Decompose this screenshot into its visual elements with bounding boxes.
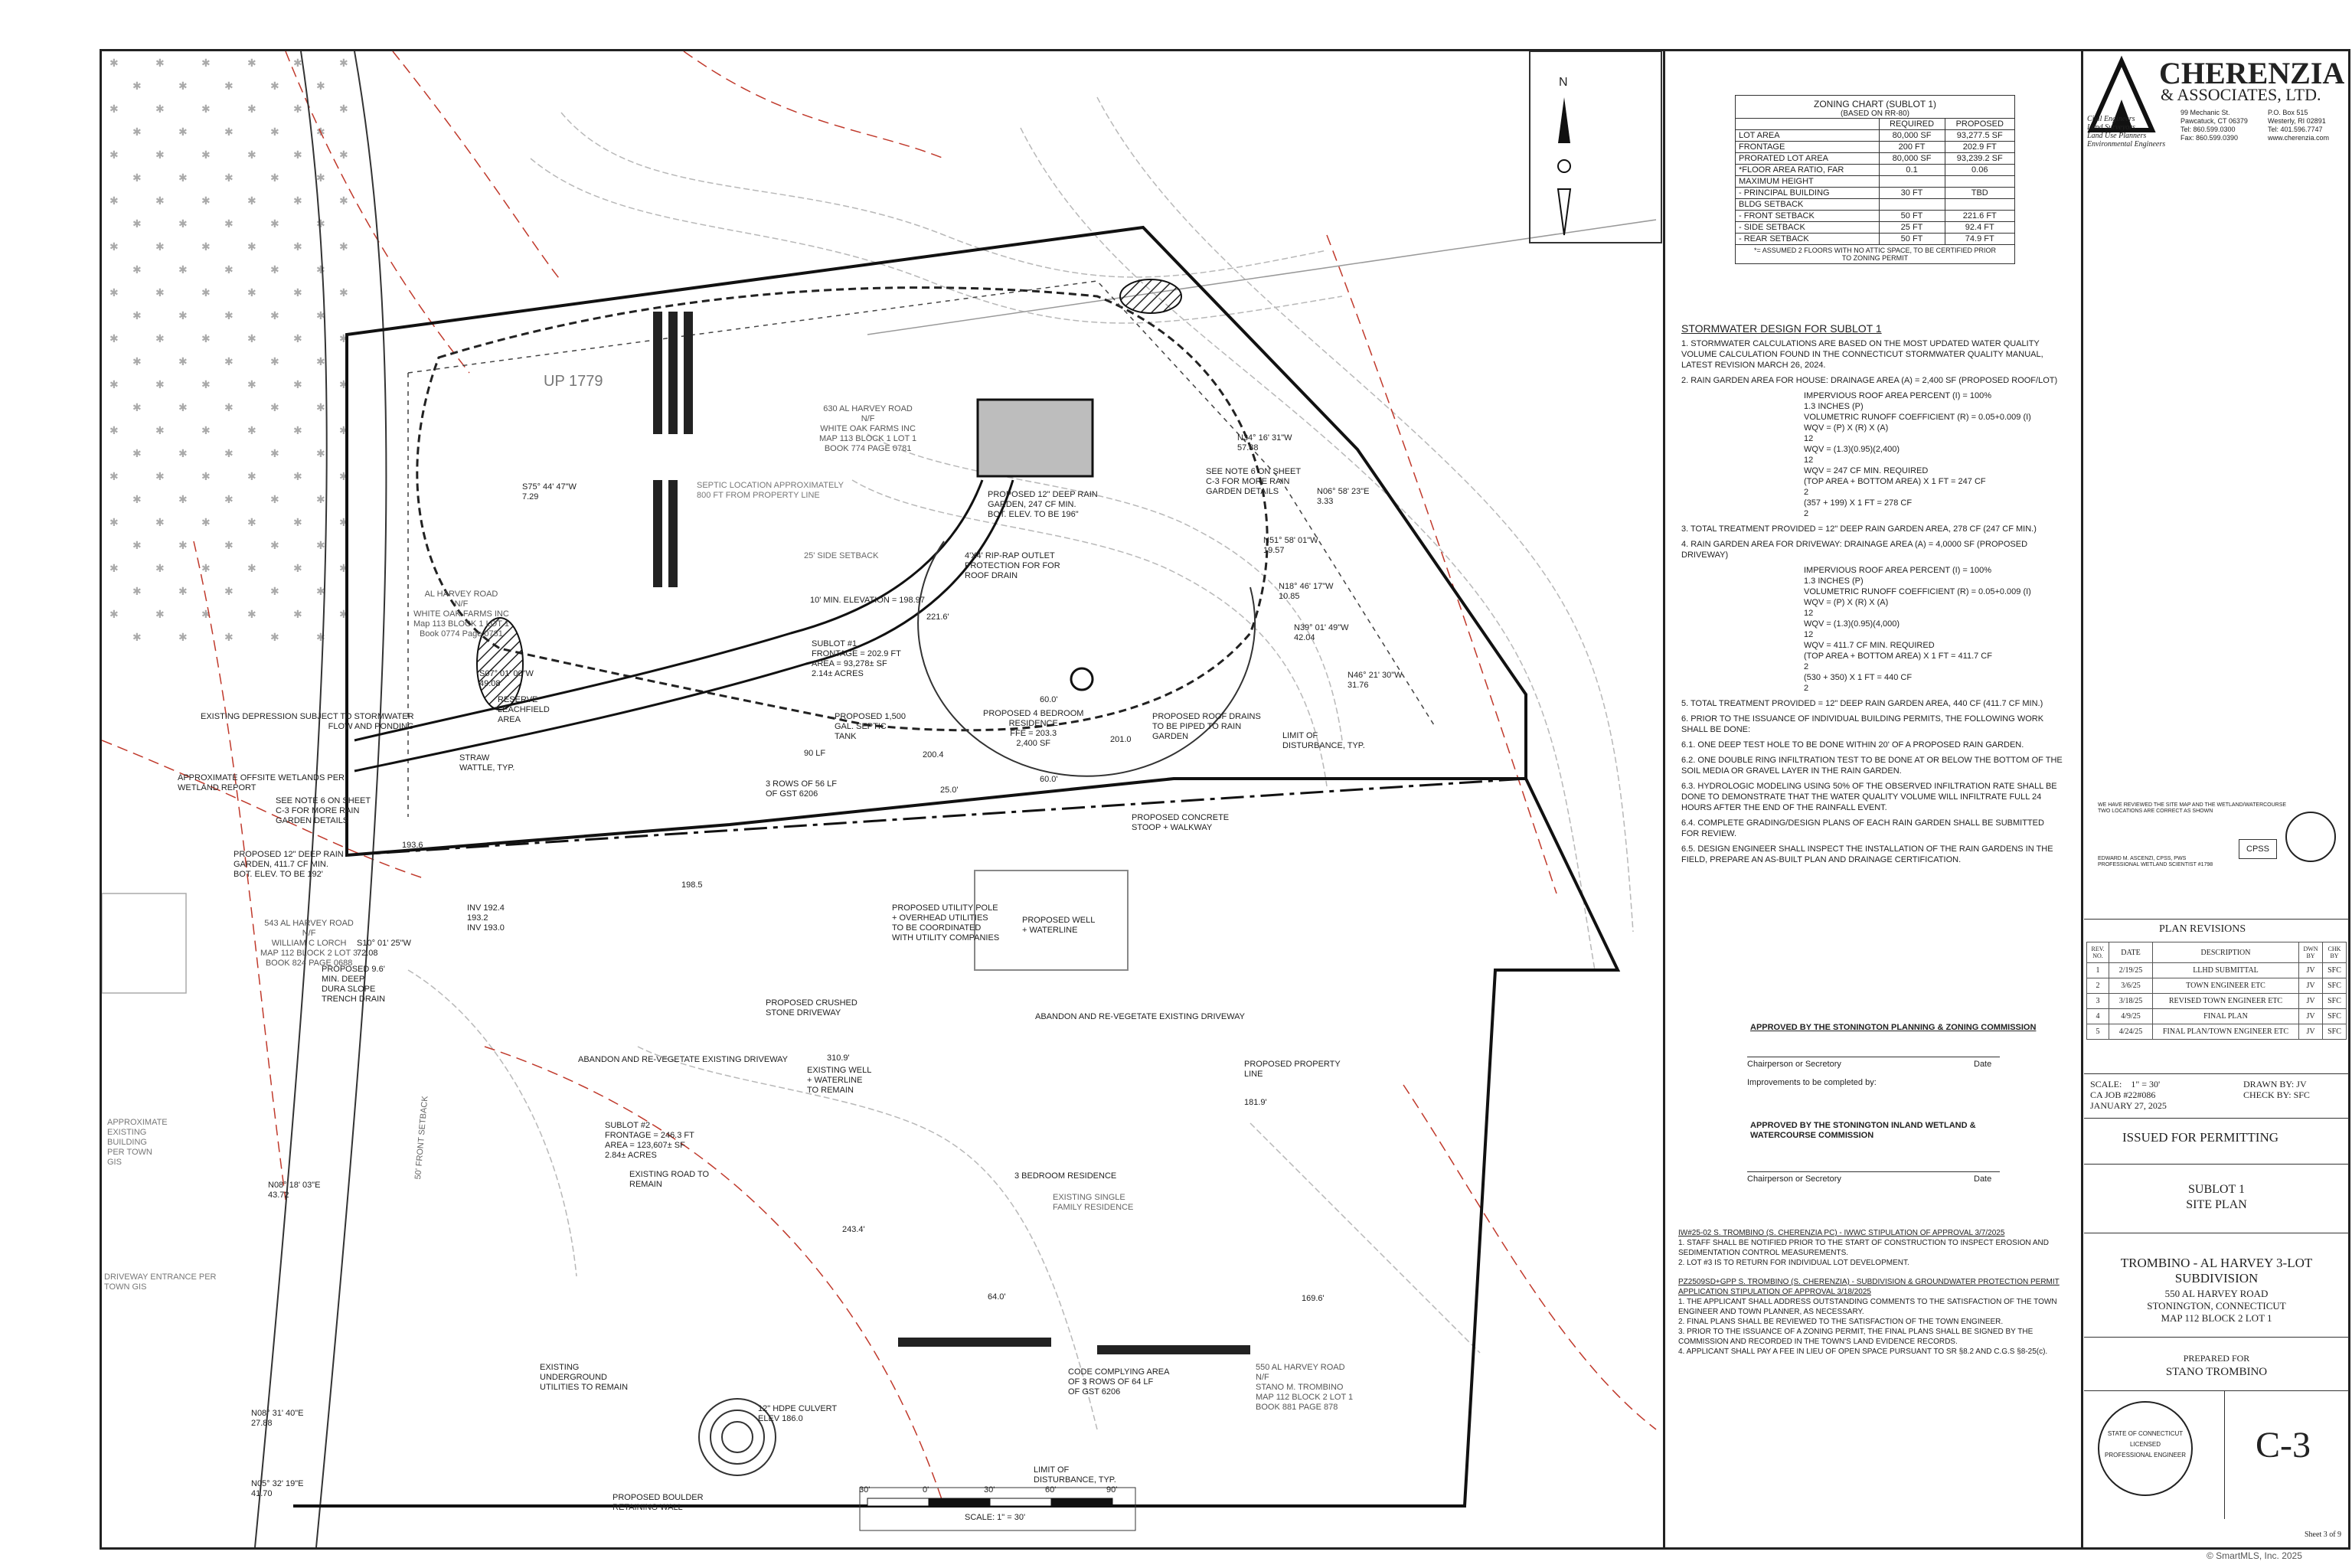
zoning-table — [1735, 118, 2015, 245]
dim-label: 169.6' — [1302, 1294, 1325, 1303]
copyright: © SmartMLS, Inc. 2025 — [2207, 1550, 2302, 1561]
offsite-wetlands-label: APPROXIMATE OFFSITE WETLANDS PER WETLAND REPORT — [178, 773, 345, 792]
lot-630-label: 630 AL HARVEY ROAD N/F WHITE OAK FARMS INC MAP 113 BLOCK 1 LOT 1 BOOK 774 PAGE 0781 — [819, 404, 917, 453]
zoning-cell: 92.4 FT — [1945, 222, 2014, 234]
dim-label: 243.4' — [842, 1225, 865, 1234]
revision-rows — [2087, 963, 2347, 1040]
elev-label: 193.6 — [402, 841, 423, 850]
up-label: UP 1779 — [544, 373, 603, 390]
revision-cell: JV — [2299, 963, 2323, 978]
scale-tick: 30' — [859, 1485, 871, 1494]
straw-wattle-label: STRAW WATTLE, TYP. — [459, 753, 515, 773]
dim-64-label: 64.0' — [988, 1292, 1006, 1302]
signature-line — [1747, 1171, 2000, 1172]
status-divider — [2084, 1118, 2349, 1119]
revision-cell: 3/18/25 — [2109, 994, 2153, 1009]
lot-550-label: 550 AL HARVEY ROAD N/F STANO M. TROMBINO MAP 112 BLOCK 2 LOT 1 BOOK 881 PAGE 878 — [1256, 1363, 1354, 1412]
zoning-cell: - PRINCIPAL BUILDING — [1736, 188, 1880, 199]
revision-cell: TOWN ENGINEER ETC — [2153, 978, 2299, 994]
zoning-header — [1736, 119, 1880, 130]
stormwater-note: IMPERVIOUS ROOF AREA PERCENT (I) = 100% 1.3 INCHES (P) VOLUMETRIC RUNOFF COEFFICIENT (R) = 0.05+0.009 (I) WQV = (P) X (R) X (A) 12 WQV = (1.3)(0.95)(4,000) 12 WQV = 411.7 CF MIN. REQUIRED (TOP AREA + BOTTOM AREA) X 1 FT = 411.7 CF 2 (530 + 350) X 1 FT = 440 CF 2 — [1804, 566, 2031, 693]
revision-cell: JV — [2299, 978, 2323, 994]
revision-cell: 2 — [2087, 978, 2109, 994]
existing-building-label: APPROXIMATE EXISTING BUILDING PER TOWN GIS — [107, 1118, 168, 1167]
stormwater-note: 6.2. ONE DOUBLE RING INFILTRATION TEST TO BE DONE AT OR BELOW THE BOTTOM OF THE SOIL MEDIA OR GRAVEL LAYER IN THE RAIN GARDEN. — [1681, 756, 2065, 776]
zoning-cell: - FRONT SETBACK — [1736, 211, 1880, 222]
firm-name: CHERENZIA — [2159, 56, 2345, 90]
zoning-cell: 80,000 SF — [1879, 153, 1945, 165]
existing-single-label: EXISTING SINGLE FAMILY RESIDENCE — [1053, 1193, 1134, 1212]
revision-cell: 2/19/25 — [2109, 963, 2153, 978]
proposed-property-line — [347, 779, 1526, 855]
wetland-seal — [2285, 812, 2336, 862]
culvert-label: 12" HDPE CULVERT ELEV 186.0 — [758, 1404, 838, 1423]
revisions-table — [2086, 942, 2347, 1040]
project-address: 550 AL HARVEY ROAD STONINGTON, CONNECTICUT MAP 112 BLOCK 2 LOT 1 — [2147, 1288, 2286, 1324]
see-note-top-label: SEE NOTE 6 ON SHEET C-3 FOR MORE RAIN GARDEN DETAILS — [1206, 467, 1302, 496]
revision-cell: 4/24/25 — [2109, 1024, 2153, 1040]
zoning-cell: 93,277.5 SF — [1945, 130, 2014, 142]
pe-seal — [2098, 1401, 2193, 1496]
sublot1-boundary — [347, 227, 1526, 855]
stormwater-note: 2. RAIN GARDEN AREA FOR HOUSE: DRAINAGE AREA (A) = 2,400 SF (PROPOSED ROOF/LOT) — [1681, 376, 2058, 385]
zoning-cell: 0.06 — [1945, 165, 2014, 176]
scale-bar — [860, 1488, 1135, 1530]
stoop-label: PROPOSED CONCRETE STOOP + WALKWAY — [1132, 813, 1230, 832]
boulder-wall-label: PROPOSED BOULDER RETAINING WALL — [612, 1493, 704, 1512]
rev-header: DWN BY — [2299, 942, 2323, 963]
proposed-residence — [978, 400, 1093, 476]
cpss-label: CPSS — [2246, 844, 2269, 854]
dim-label: 181.9' — [1244, 1098, 1267, 1107]
limit-disturbance-label-2: LIMIT OF DISTURBANCE, TYP. — [1034, 1465, 1116, 1485]
rain-garden-top-label: PROPOSED 12" DEEP RAIN GARDEN, 247 CF MIN. BOT. ELEV. TO BE 196" — [988, 490, 1098, 519]
stipulation-item: 2. FINAL PLANS SHALL BE REVIEWED TO THE SATISFACTION OF THE TOWN ENGINEER. — [1678, 1318, 2004, 1326]
pe-seal-text: STATE OF CONNECTICUT LICENSED PROFESSIONAL ENGINEER — [2105, 1430, 2186, 1459]
rows-56-label: 3 ROWS OF 56 LF OF GST 6206 — [766, 779, 837, 799]
crushed-stone-label: PROPOSED CRUSHED STONE DRIVEWAY — [766, 998, 858, 1018]
reserve-leachfield-label: RESERVE LEACHFIELD AREA — [498, 695, 550, 724]
plan-revisions-title: PLAN REVISIONS — [2159, 923, 2246, 935]
zoning-cell: FRONTAGE — [1736, 142, 1880, 153]
revision-cell: 5 — [2087, 1024, 2109, 1040]
rev-header: DATE — [2109, 942, 2153, 963]
zoning-cell: 50 FT — [1879, 211, 1945, 222]
date-2: Date — [1974, 1174, 1992, 1184]
scientist: EDWARD M. ASCENZI, CPSS, PWS PROFESSIONAL WETLAND SCIENTIST #1798 — [2098, 856, 2213, 867]
sheet-scale: SCALE: 1" = 30' — [2090, 1079, 2161, 1089]
elev-label: 200.4 — [923, 750, 944, 760]
dim-label: 221.6' — [926, 612, 949, 622]
existing-well-label: EXISTING WELL + WATERLINE TO REMAIN — [807, 1066, 872, 1095]
three-bedroom-label: 3 BEDROOM RESIDENCE — [1014, 1171, 1117, 1181]
revision-cell: 3 — [2087, 994, 2109, 1009]
rev-header: DESCRIPTION — [2153, 942, 2299, 963]
stormwater-note: 4. RAIN GARDEN AREA FOR DRIVEWAY: DRAINAGE AREA (A) = 4,0000 SF (PROPOSED DRIVEWAY) — [1681, 540, 2030, 560]
driveway-entrance-label: DRIVEWAY ENTRANCE PER TOWN GIS — [104, 1272, 217, 1292]
sheet-number-divider — [2224, 1390, 2225, 1519]
zoning-cell: 80,000 SF — [1879, 130, 1945, 142]
revision-cell: 4/9/25 — [2109, 1009, 2153, 1024]
revision-cell: JV — [2299, 1024, 2323, 1040]
cpss-badge — [2239, 839, 2277, 859]
sheet-count: Sheet 3 of 9 — [2305, 1530, 2342, 1539]
zoning-row — [1736, 188, 2015, 199]
zoning-cell — [1945, 199, 2014, 211]
stipulation-item: 2. LOT #3 IS TO RETURN FOR INDIVIDUAL LOT DEVELOPMENT. — [1678, 1259, 1909, 1267]
scale-tick: 0' — [923, 1485, 929, 1494]
bearing-label: N39° 01' 49"W 42.04 — [1294, 623, 1349, 642]
zoning-footnote: *= ASSUMED 2 FLOORS WITH NO ATTIC SPACE, TO BE CERTIFIED PRIOR TO ZONING PERMIT — [1735, 245, 2015, 264]
zoning-cell: PRORATED LOT AREA — [1736, 153, 1880, 165]
bearing-label: N05° 32' 19"E 41.70 — [251, 1479, 304, 1498]
north-label: N — [1559, 76, 1568, 89]
wetland-area — [102, 51, 362, 648]
date-1: Date — [1974, 1060, 1992, 1069]
revision-cell: SFC — [2323, 1024, 2347, 1040]
sheet-title: SUBLOT 1 SITE PLAN — [2186, 1183, 2247, 1211]
zoning-cell: 93,239.2 SF — [1945, 153, 2014, 165]
see-note-left-label: SEE NOTE 6 ON SHEET C-3 FOR MORE RAIN GARDEN DETAILS — [276, 796, 371, 825]
bearing-label: N08° 18' 03"E 43.72 — [268, 1181, 321, 1200]
prepared-for: STANO TROMBINO — [2165, 1366, 2268, 1378]
zoning-cell: 200 FT — [1879, 142, 1945, 153]
revision-row — [2087, 1024, 2347, 1040]
code-complying-label: CODE COMPLYING AREA OF 3 ROWS OF 64 LF OF GST 6206 — [1068, 1367, 1170, 1396]
zoning-row — [1736, 211, 2015, 222]
revision-cell: SFC — [2323, 994, 2347, 1009]
bearing-label: N06° 58' 23"E 3.33 — [1317, 487, 1370, 506]
limit-disturbance-label: LIMIT OF DISTURBANCE, TYP. — [1282, 731, 1365, 750]
revisions-divider — [2084, 919, 2349, 920]
zoning-chart-subtitle: (BASED ON RR-80) — [1735, 109, 2015, 118]
zoning-cell: MAXIMUM HEIGHT — [1736, 176, 1880, 188]
overhead-line — [867, 220, 1656, 335]
septic-location-label: SEPTIC LOCATION APPROXIMATELY 800 FT FROM PROPERTY LINE — [697, 481, 844, 500]
zoning-chart — [1735, 95, 2015, 264]
stormwater-note: 6.3. HYDROLOGIC MODELING USING 50% OF THE OBSERVED INFILTRATION RATE SHALL BE DONE TO DEMONSTRATE THAT THE WATER QUALITY VOLUME WILL INFILTRATE FULL 24 HOURS AFTER THE END OF THE RAINFALL EVENT. — [1681, 782, 2060, 812]
zoning-cell: - REAR SETBACK — [1736, 234, 1880, 245]
zoning-row — [1736, 153, 2015, 165]
zoning-row — [1736, 176, 2015, 188]
bearing-label: N18° 46' 17"W 10.85 — [1279, 582, 1334, 601]
prepared-divider — [2084, 1337, 2349, 1338]
revision-cell: FINAL PLAN/TOWN ENGINEER ETC — [2153, 1024, 2299, 1040]
zoning-cell: BLDG SETBACK — [1736, 199, 1880, 211]
zoning-cell: 74.9 FT — [1945, 234, 2014, 245]
revision-cell: 4 — [2087, 1009, 2109, 1024]
iwwc-list — [1678, 1238, 2076, 1268]
stormwater-note: 3. TOTAL TREATMENT PROVIDED = 12" DEEP RAIN GARDEN AREA, 278 CF (247 CF MIN.) — [1681, 524, 2037, 534]
zoning-cell: - SIDE SETBACK — [1736, 222, 1880, 234]
stormwater-note: 1. STORMWATER CALCULATIONS ARE BASED ON THE MOST UPDATED WATER QUALITY VOLUME CALCULATION FOUND IN THE CONNECTICUT STORMWATER QUALITY MANUAL, LATEST REVISION MARCH 26, 2024. — [1681, 339, 2046, 370]
utility-pole-label: PROPOSED UTILITY POLE + OVERHEAD UTILITIES TO BE COORDINATED WITH UTILITY COMPANIES — [892, 903, 1000, 942]
revision-cell: FINAL PLAN — [2153, 1009, 2299, 1024]
improvements-label: Improvements to be completed by: — [1747, 1078, 1877, 1087]
elev-label: 198.5 — [681, 880, 703, 890]
job-number: CA JOB #22#086 — [2090, 1089, 2156, 1100]
wetland-cert: WE HAVE REVIEWED THE SITE MAP AND THE WETLAND/WATERCOURSE TWO LOCATIONS ARE CORRECT AS SHOWN — [2098, 802, 2287, 814]
bearing-label: S75° 44' 47"W 7.29 — [522, 482, 577, 501]
zoning-cell: *FLOOR AREA RATIO, FAR — [1736, 165, 1880, 176]
dim-label: 25.0' — [940, 786, 959, 795]
stormwater-note: IMPERVIOUS ROOF AREA PERCENT (I) = 100% 1.3 INCHES (P) VOLUMETRIC RUNOFF COEFFICIENT (R) = 0.05+0.009 (I) WQV = (P) X (R) X (A) 12 WQV = (1.3)(0.95)(2,400) 12 WQV = 247 CF MIN. REQUIRED (TOP AREA + BOTTOM AREA) X 1 FT = 247 CF 2 (357 + 199) X 1 FT = 278 CF 2 — [1804, 391, 2031, 518]
rev-header: CHK BY — [2323, 942, 2347, 963]
stormwater-note: 6.5. DESIGN ENGINEER SHALL INSPECT THE INSTALLATION OF THE RAIN GARDENS IN THE FIELD, PREPARE AN AS-BUILT PLAN AND DRAINAGE CERTIFICATION. — [1681, 844, 2056, 864]
existing-depression-label: EXISTING DEPRESSION SUBJECT TO STORMWATER FLOW AND PONDING — [201, 712, 414, 731]
prepared-label: PREPARED FOR — [2183, 1353, 2250, 1364]
zoning-header: REQUIRED — [1879, 119, 1945, 130]
scale-divider — [2084, 1073, 2349, 1074]
zoning-chart-title: ZONING CHART (SUBLOT 1) — [1735, 95, 2015, 109]
bearing-label: N46° 21' 30"W 31.76 — [1348, 671, 1403, 690]
zoning-row — [1736, 199, 2015, 211]
revision-row — [2087, 963, 2347, 978]
stipulation-item: 1. STAFF SHALL BE NOTIFIED PRIOR TO THE START OF CONSTRUCTION TO INSPECT EROSION AND SEDIMENTATION CONTROL MEASUREMENTS. — [1678, 1239, 2049, 1257]
zoning-row — [1736, 130, 2015, 142]
zoning-cell: TBD — [1945, 188, 2014, 199]
revision-row — [2087, 1009, 2347, 1024]
revision-cell: LLHD SUBMITTAL — [2153, 963, 2299, 978]
dim-label: 90 LF — [804, 749, 826, 758]
abandon-driveway-2: ABANDON AND RE-VEGETATE EXISTING DRIVEWAY — [578, 1055, 789, 1064]
title-divider — [2084, 1164, 2349, 1165]
drawn-by: DRAWN BY: JV — [2243, 1079, 2307, 1089]
sheet-date: JANUARY 27, 2025 — [2090, 1100, 2167, 1111]
lot-543-label: 543 AL HARVEY ROAD N/F WILLIAM C LORCH MAP 112 BLOCK 2 LOT 3 BOOK 824 PAGE 0688 — [260, 919, 358, 968]
proposed-well-symbol — [1071, 668, 1093, 690]
revision-cell: 3/6/25 — [2109, 978, 2153, 994]
pz-list — [1678, 1297, 2076, 1357]
revision-cell: REVISED TOWN ENGINEER ETC — [2153, 994, 2299, 1009]
zoning-cell — [1879, 199, 1945, 211]
stipulations — [1678, 1228, 2076, 1357]
zoning-cell: 25 FT — [1879, 222, 1945, 234]
stormwater-note: 6.4. COMPLETE GRADING/DESIGN PLANS OF EACH RAIN GARDEN SHALL BE SUBMITTED FOR REVIEW. — [1681, 818, 2047, 838]
revision-cell: JV — [2299, 1009, 2323, 1024]
zoning-cell: 221.6 FT — [1945, 211, 2014, 222]
residence-label: PROPOSED 4 BEDROOM RESIDENCE FFE = 203.3 2,400 SF — [983, 709, 1084, 748]
roof-drains-label: PROPOSED ROOF DRAINS TO BE PIPED TO RAIN GARDEN — [1152, 712, 1261, 741]
chairperson-1: Chairperson or Secretory — [1747, 1060, 1841, 1069]
elev-label: 201.0 — [1110, 735, 1132, 744]
bearing-label: N51° 58' 01"W 19.57 — [1263, 536, 1318, 555]
revision-row — [2087, 978, 2347, 994]
firm-sub: & ASSOCIATES, LTD. — [2161, 85, 2321, 104]
address-ri: P.O. Box 515 Westerly, RI 02891 Tel: 401.596.7747 www.cherenzia.com — [2268, 109, 2330, 142]
sheet-divider-title — [2081, 49, 2083, 1550]
dim-60-top: 60.0' — [1040, 695, 1058, 704]
sublot2-label: SUBLOT #2 FRONTAGE = 246.3 FT AREA = 123,607± SF 2.84± ACRES — [605, 1121, 694, 1160]
zoning-row — [1736, 234, 2015, 245]
project-name: TROMBINO - AL HARVEY 3-LOT SUBDIVISION — [2120, 1256, 2313, 1285]
elev-label: INV 192.4 193.2 INV 193.0 — [467, 903, 505, 933]
side-setback-label: 25' SIDE SETBACK — [804, 551, 879, 560]
rain-garden-left-label: PROPOSED 12" DEEP RAIN GARDEN, 411.7 CF MIN. BOT. ELEV. TO BE 192' — [234, 850, 344, 879]
zoning-row — [1736, 165, 2015, 176]
abandon-driveway-1: ABANDON AND RE-VEGETATE EXISTING DRIVEWAY — [1035, 1012, 1246, 1021]
seal-divider — [2084, 1390, 2349, 1391]
min-elevation-label: 10' MIN. ELEVATION = 198.97 — [810, 596, 925, 605]
rain-garden-top — [1120, 279, 1181, 313]
stormwater-title: STORMWATER DESIGN FOR SUBLOT 1 — [1681, 322, 1882, 335]
pz-title: PZ2509SD+GPP S. TROMBINO (S. CHERENZIA) - SUBDIVISION & GROUNDWATER PROTECTION PERMIT APPLICATION STIPULATION OF APPROVAL 3/18/2025 — [1678, 1278, 2060, 1296]
zoning-rows — [1736, 130, 2015, 245]
iwwc-title: IW#25-02 S. TROMBINO (S. CHERENZIA PC) - IWWC STIPULATION OF APPROVAL 3/7/2025 — [1678, 1229, 2005, 1237]
revision-row — [2087, 994, 2347, 1009]
zoning-cell — [1879, 176, 1945, 188]
scale-label: SCALE: 1" = 30' — [965, 1513, 1026, 1522]
stipulation-item: 4. APPLICANT SHALL PAY A FEE IN LIEU OF OPEN SPACE PURSUANT TO SR §8.2 AND C.G.S §8-25(c). — [1678, 1348, 2048, 1356]
zoning-row — [1736, 222, 2015, 234]
wetland-approval: APPROVED BY THE STONINGTON INLAND WETLAND & WATERCOURSE COMMISSION — [1750, 1121, 1976, 1140]
underground-label: EXISTING UNDERGROUND UTILITIES TO REMAIN — [540, 1363, 629, 1392]
bearing-label: S07° 01' 00"W 49.08 — [479, 669, 534, 688]
stormwater-note: 5. TOTAL TREATMENT PROVIDED = 12" DEEP RAIN GARDEN AREA, 440 CF (411.7 CF MIN.) — [1681, 699, 2043, 708]
zoning-header: PROPOSED — [1945, 119, 2014, 130]
riprap-label: 4'X4' RIP-RAP OUTLET PROTECTION FOR FOR ROOF DRAIN — [965, 551, 1060, 580]
stormwater-note: 6.1. ONE DEEP TEST HOLE TO BE DONE WITHIN 20' OF A PROPOSED RAIN GARDEN. — [1681, 740, 2024, 750]
north-arrow — [1558, 97, 1570, 235]
trench-drain-label: PROPOSED 9.6' MIN. DEEP DURA SLOPE TRENCH DRAIN — [322, 965, 386, 1004]
dim-60-bottom: 60.0' — [1040, 775, 1058, 784]
zoning-cell: 0.1 — [1879, 165, 1945, 176]
zoning-cell: 50 FT — [1879, 234, 1945, 245]
revision-cell: SFC — [2323, 978, 2347, 994]
revision-cell: SFC — [2323, 1009, 2347, 1024]
scale-tick: 60' — [1045, 1485, 1057, 1494]
rev-header: REV. NO. — [2087, 942, 2109, 963]
property-line-label: PROPOSED PROPERTY LINE — [1244, 1060, 1341, 1079]
stipulation-item: 1. THE APPLICANT SHALL ADDRESS OUTSTANDING COMMENTS TO THE SATISFACTION OF THE TOWN ENGINEER AND TOWN PLANNER, AS NECESSARY. — [1678, 1298, 2057, 1316]
front-setback-label: 50' FRONT SETBACK — [413, 1095, 430, 1181]
leachfield-rows — [653, 312, 693, 587]
address-ct: 99 Mechanic St. Pawcatuck, CT 06379 Tel: 860.599.0300 Fax: 860.599.0390 — [2180, 109, 2248, 142]
zoning-cell: LOT AREA — [1736, 130, 1880, 142]
revision-cell: JV — [2299, 994, 2323, 1009]
existing-road-label: EXISTING ROAD TO REMAIN — [629, 1170, 710, 1189]
scale-tick: 90' — [1106, 1485, 1118, 1494]
revision-cell: SFC — [2323, 963, 2347, 978]
zoning-cell: 202.9 FT — [1945, 142, 2014, 153]
chairperson-2: Chairperson or Secretory — [1747, 1174, 1841, 1184]
sheet-number: C-3 — [2256, 1425, 2311, 1465]
firm-disciplines: Civil Engineers Land Surveyors Land Use Planners Environmental Engineers — [2087, 115, 2166, 149]
sheet-divider-main — [1663, 49, 1665, 1550]
well-label: PROPOSED WELL + WATERLINE — [1022, 916, 1096, 935]
existing-building-gis — [102, 893, 186, 993]
bearing-label: N34° 16' 31"W 57.88 — [1237, 433, 1292, 452]
zoning-cell: 30 FT — [1879, 188, 1945, 199]
check-by: CHECK BY: SFC — [2243, 1089, 2310, 1100]
permit-status: ISSUED FOR PERMITTING — [2122, 1130, 2279, 1145]
zoning-row — [1736, 142, 2015, 153]
stormwater-note-list — [1681, 338, 2064, 865]
bearing-label: S10° 01' 25"W 72.08 — [357, 939, 411, 958]
stipulation-item: 3. PRIOR TO THE ISSUANCE OF A ZONING PERMIT, THE FINAL PLANS SHALL BE SIGNED BY THE COMMISSION AND RECORDED IN THE TOWN'S LAND EVIDENCE RECORDS. — [1678, 1328, 2034, 1346]
sublot2-boundary — [293, 779, 1618, 1506]
scale-tick: 30' — [984, 1485, 995, 1494]
revision-cell: 1 — [2087, 963, 2109, 978]
bearing-label: N08° 31' 40"E 27.88 — [251, 1409, 304, 1428]
lot-al-harvey-label: AL HARVEY ROAD N/F WHITE OAK FARMS INC Map 113 BLOCK 1 LOT 1 Book 0774 Page 0781 — [413, 590, 509, 639]
dim-label: 310.9' — [827, 1054, 850, 1063]
stormwater-note: 6. PRIOR TO THE ISSUANCE OF INDIVIDUAL BUILDING PERMITS, THE FOLLOWING WORK SHALL BE DONE: — [1681, 714, 2047, 734]
planning-approval: APPROVED BY THE STONINGTON PLANNING & ZONING COMMISSION — [1750, 1023, 2037, 1032]
zoning-cell — [1945, 176, 2014, 188]
stormwater-notes — [1681, 323, 2064, 870]
septic-tank-label: PROPOSED 1,500 GAL. SEPTIC TANK — [835, 712, 906, 741]
sublot1-label: SUBLOT #1 FRONTAGE = 202.9 FT AREA = 93,278± SF 2.14± ACRES — [812, 639, 901, 678]
